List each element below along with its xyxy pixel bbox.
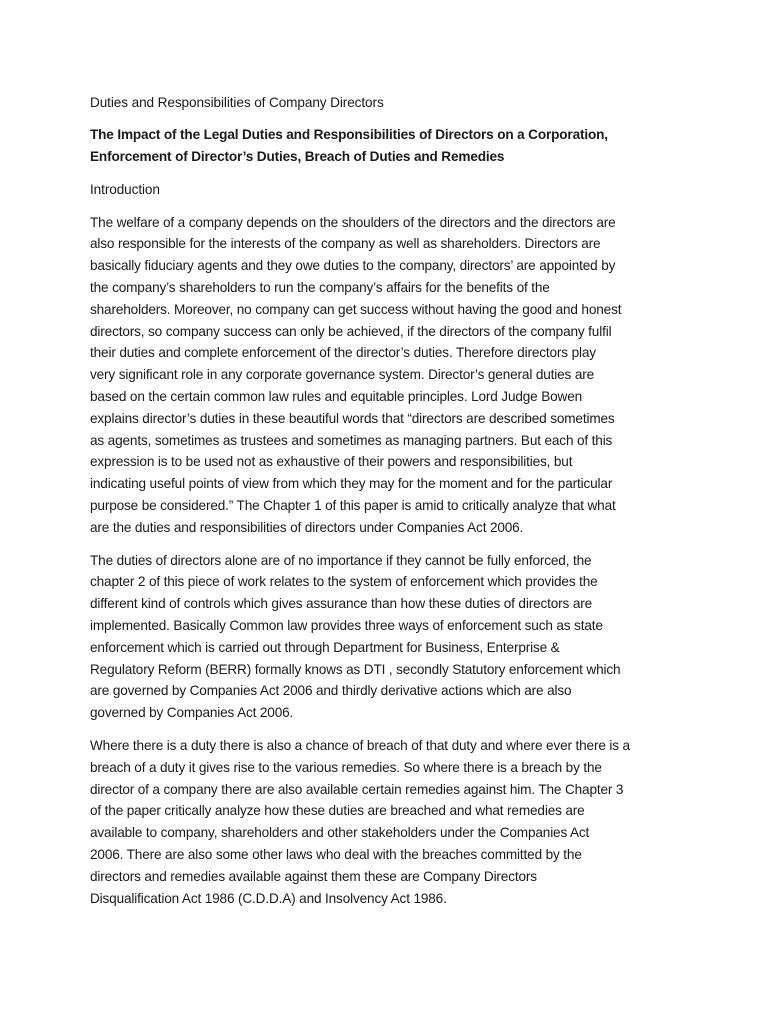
- document-body: [90, 92, 676, 920]
- section-label-introduction: Introduction: [90, 181, 160, 197]
- paragraph-1: The welfare of a company depends on the shoulders of the directors and the directors are also responsible for the interests of the company as well as shareholders. Directors are basically fiduciary agents and they owe duties to the company, directors’ are appointed by the company’s shareholders to run the company’s affairs for the benefits of the shareholders. Moreover, no company can get success without having the good and honest directors, so company success can only be achieved, if the directors of the company fulfil their duties and complete enforcement of the director’s duties. Therefore directors play very significant role in any corporate governance system. Director’s general duties are based on the certain common law rules and equitable principles. Lord Judge Bowen explains director’s duties in these beautiful words that “directors are described sometimes as agents, sometimes as trustees and sometimes as managing partners. But each of this expression is to be used not as exhaustive of their powers and responsibilities, but indicating useful points of view from which they may for the moment and for the particular purpose be considered.” The Chapter 1 of this paper is amid to critically analyze that what are the duties and responsibilities of directors under Companies Act 2006.: [90, 214, 622, 535]
- document-title: Duties and Responsibilities of Company Directors: [90, 95, 384, 110]
- paragraph-2: The duties of directors alone are of no importance if they cannot be fully enforced, the chapter 2 of this piece of work relates to the system of enforcement which provides the different kind of controls which gives assurance than how these duties of directors are implemented. Basically Common law provides three ways of enforcement such as state enforcement which is carried out through Department for Business, Enterprise & Regulatory Reform (BERR) formally knows as DTI , secondly Statutory enforcement which are governed by Companies Act 2006 and thirdly derivative actions which are also governed by Companies Act 2006.: [90, 552, 621, 721]
- document-heading: The Impact of the Legal Duties and Responsibilities of Directors on a Corporation, Enforcement of Director’s Duties, Breach of Duties and Remedies: [90, 127, 608, 164]
- paragraph-3: Where there is a duty there is also a chance of breach of that duty and where ever there is a breach of a duty it gives rise to the various remedies. So where there is a breach by the director of a company there are also available certain remedies against him. The Chapter 3 of the paper critically analyze how these duties are breached and what remedies are available to company, shareholders and other stakeholders under the Companies Act 2006. There are also some other laws who deal with the breaches committed by the directors and remedies available against them these are Company Directors Disqualification Act 1986 (C.D.D.A) and Insolvency Act 1986.: [90, 737, 630, 906]
